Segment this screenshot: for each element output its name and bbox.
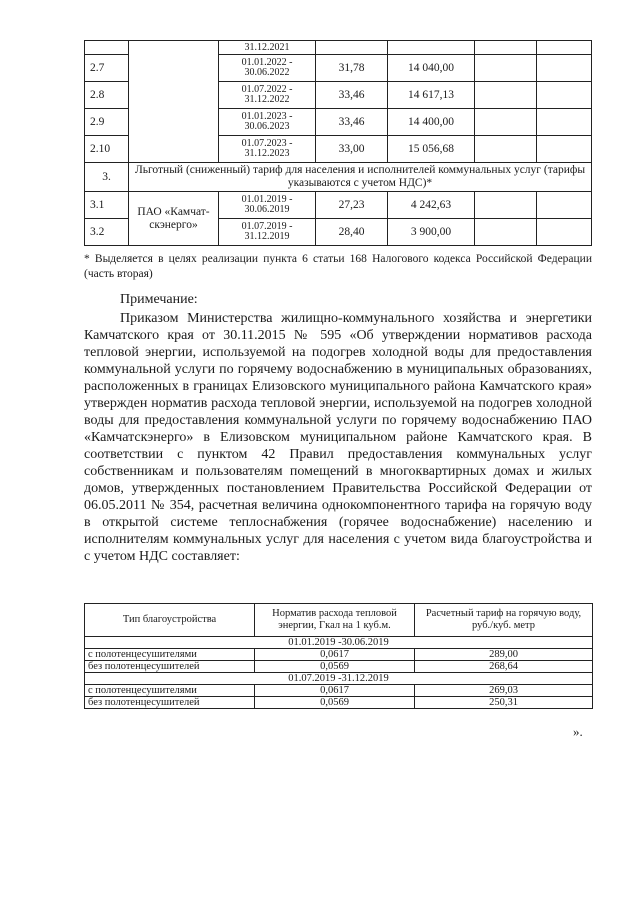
rate-cell: 33,46: [316, 82, 388, 109]
period-cell: 01.01.2023 - 30.06.2023: [219, 109, 316, 136]
amount-cell: 15 056,68: [388, 136, 475, 163]
period-row: [85, 673, 593, 685]
row-number: 2.10: [85, 136, 129, 163]
amount-cell: 3 900,00: [388, 219, 475, 246]
row-number: 2.8: [85, 82, 129, 109]
org-name: ПАО «Камчат-скэнерго»: [129, 192, 219, 246]
row-number: 3.1: [85, 192, 129, 219]
period-label: 01.01.2019 -30.06.2019: [85, 637, 593, 649]
column-header: Расчетный тариф на горячую воду, руб./куб. метр: [415, 604, 593, 637]
period-cell: 01.01.2019 - 30.06.2019: [219, 192, 316, 219]
note-heading: Примечание:: [120, 292, 198, 307]
row-number: [85, 41, 129, 55]
type-cell: с полотенцесушителями: [85, 685, 255, 697]
section-title: Льготный (сниженный) тариф для населения и исполнителей коммунальных услуг (тарифы указываются с учетом НДС)*: [129, 163, 592, 192]
tariff-cell: 289,00: [415, 649, 593, 661]
period-cell: 01.07.2023 - 31.12.2023: [219, 136, 316, 163]
type-cell: с полотенцесушителями: [85, 649, 255, 661]
empty-cell: [537, 136, 592, 163]
tariff-cell: 250,31: [415, 697, 593, 709]
empty-cell: [475, 55, 537, 82]
empty-cell: [475, 41, 537, 55]
closing-mark: ».: [573, 724, 583, 739]
amount-cell: 14 040,00: [388, 55, 475, 82]
table-row: [85, 649, 593, 661]
rate-cell: 27,23: [316, 192, 388, 219]
type-cell: без полотенцесушителей: [85, 697, 255, 709]
footnote: * Выделяется в целях реализации пункта 6 статьи 168 Налогового кодекса Российской Федерации (часть вторая): [84, 253, 592, 280]
table-row: [85, 192, 592, 219]
period-cell: 01.07.2019 - 31.12.2019: [219, 219, 316, 246]
empty-cell: [475, 192, 537, 219]
header-row: [85, 604, 593, 637]
row-number: 3.2: [85, 219, 129, 246]
period-label: 01.07.2019 -31.12.2019: [85, 673, 593, 685]
empty-cell: [475, 136, 537, 163]
norm-cell: 0,0569: [255, 697, 415, 709]
empty-cell: [475, 219, 537, 246]
rate-cell: 31,78: [316, 55, 388, 82]
rate-cell: 33,46: [316, 109, 388, 136]
column-header: Норматив расхода тепловой энергии, Гкал на 1 куб.м.: [255, 604, 415, 637]
amount-cell: 14 617,13: [388, 82, 475, 109]
column-header: Тип благоустройства: [85, 604, 255, 637]
period-cell: 01.01.2022 - 30.06.2022: [219, 55, 316, 82]
empty-cell: [537, 55, 592, 82]
norm-cell: 0,0569: [255, 661, 415, 673]
org-cell-empty: [129, 41, 219, 163]
period-cell: 01.07.2022 - 31.12.2022: [219, 82, 316, 109]
section-header-row: [85, 163, 592, 192]
norm-cell: 0,0617: [255, 685, 415, 697]
empty-cell: [475, 82, 537, 109]
empty-cell: [537, 109, 592, 136]
period-cell: 31.12.2021: [219, 41, 316, 55]
section-number: 3.: [85, 163, 129, 192]
calc-table: [84, 603, 593, 709]
rate-cell: [316, 41, 388, 55]
table-row: [85, 697, 593, 709]
row-number: 2.7: [85, 55, 129, 82]
table-row: [85, 685, 593, 697]
period-row: [85, 637, 593, 649]
empty-cell: [537, 41, 592, 55]
empty-cell: [537, 82, 592, 109]
empty-cell: [537, 192, 592, 219]
tariff-table: [84, 40, 592, 246]
table-row: [85, 661, 593, 673]
empty-cell: [475, 109, 537, 136]
amount-cell: 14 400,00: [388, 109, 475, 136]
table-row: [85, 41, 592, 55]
amount-cell: 4 242,63: [388, 192, 475, 219]
rate-cell: 33,00: [316, 136, 388, 163]
tariff-cell: 269,03: [415, 685, 593, 697]
amount-cell: [388, 41, 475, 55]
note-body: Приказом Министерства жилищно-коммунального хозяйства и энергетики Камчатского края от 30.11.2015 № 595 «Об утверждении нормативов расхода тепловой энергии, используемой на подогрев холодной воды для предоставления коммунальной услуги по горячему водоснабжению в муниципальных образованиях, расположенных в границах Елизовского муниципального района Камчатского края» утвержден норматив расхода тепловой энергии, используемой на подогрев холодной воды для предоставления коммунальной услуги по горячему водоснабжению ПАО «Камчатскэнерго» в Елизовском муниципальном районе Камчатского края. В соответствии с пунктом 42 Правил предоставления коммунальных услуг собственникам и пользователям помещений в многоквартирных домах и жилых домов, утвержденных постановлением Правительства Российской Федерации от 06.05.2011 № 354, расчетная величина однокомпонентного тарифа на горячую воду в открытой системе теплоснабжения (горячее водоснабжение) населению и исполнителям коммунальных услуг для населения с учетом вида благоустройства и с учетом НДС составляет:: [84, 311, 592, 564]
row-number: 2.9: [85, 109, 129, 136]
type-cell: без полотенцесушителей: [85, 661, 255, 673]
norm-cell: 0,0617: [255, 649, 415, 661]
tariff-cell: 268,64: [415, 661, 593, 673]
empty-cell: [537, 219, 592, 246]
rate-cell: 28,40: [316, 219, 388, 246]
